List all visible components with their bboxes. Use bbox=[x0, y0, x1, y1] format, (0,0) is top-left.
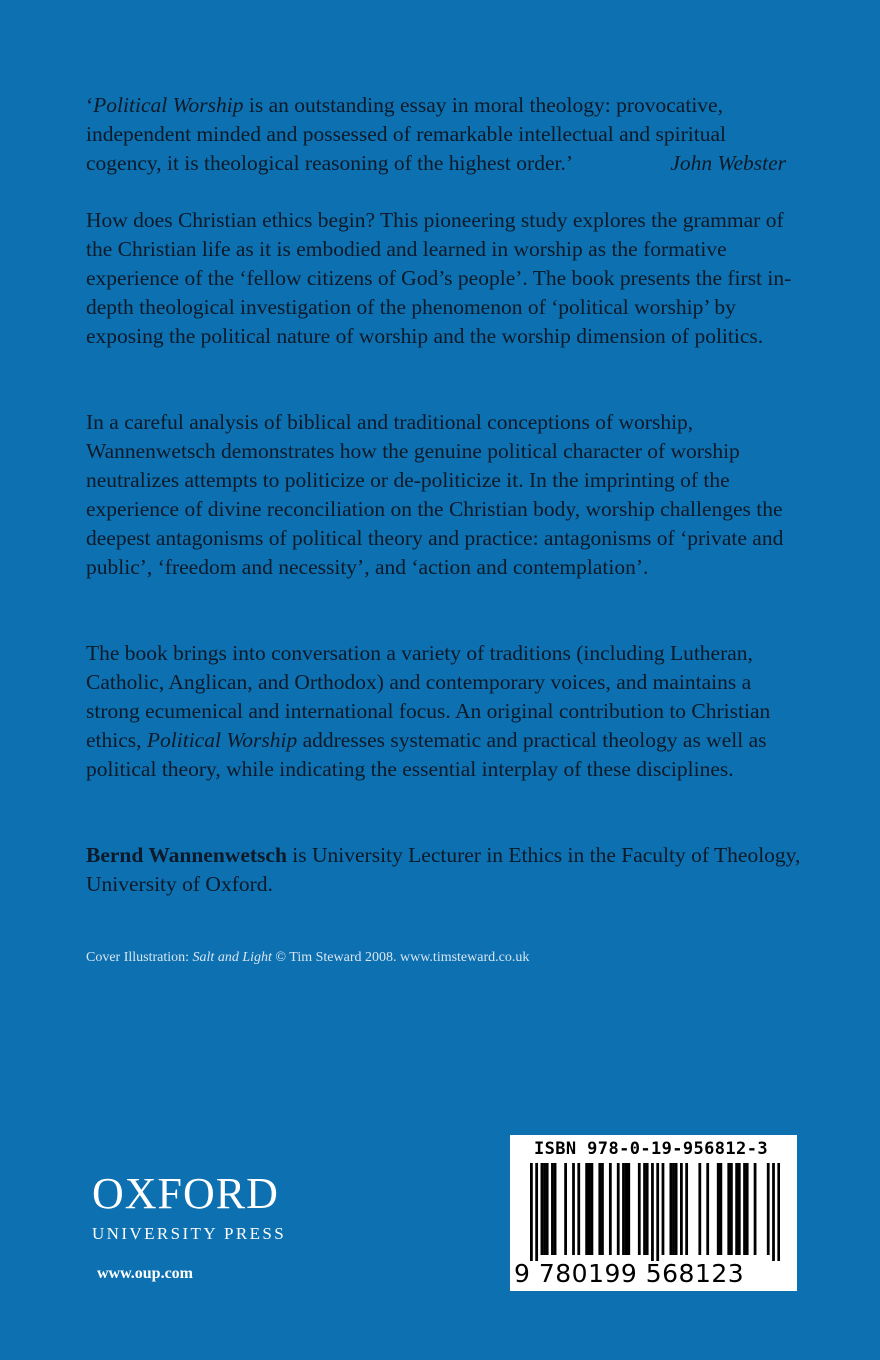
barcode-bar bbox=[727, 1163, 730, 1255]
quote-open-mark: ‘ bbox=[86, 93, 94, 117]
barcode-bar bbox=[609, 1163, 612, 1255]
barcode-bar bbox=[530, 1163, 533, 1261]
barcode-bar bbox=[564, 1163, 567, 1255]
barcode-bar bbox=[777, 1163, 780, 1261]
isbn-label: ISBN 978-0-19-956812-3 bbox=[534, 1139, 768, 1159]
credit-artwork-title: Salt and Light bbox=[192, 950, 272, 965]
barcode-bar bbox=[627, 1163, 630, 1255]
author-name: Bernd Wannenwetsch bbox=[86, 843, 287, 867]
barcode-bar bbox=[754, 1163, 757, 1255]
paragraph-text: How does Christian ethics begin? This pioneering study explores the grammar of the Christian life as it is embodied and learned in worship as the formative experience of the ‘fellow citizens of God’s people’. The book presents the first in-depth theological investigation of the phenomenon of ‘political worship’ by exposing the political nature of worship and the worship dimension of politics. bbox=[86, 208, 792, 348]
barcode-bar bbox=[551, 1163, 554, 1255]
barcode-bar bbox=[719, 1163, 722, 1255]
paragraph-book-title: Political Worship bbox=[146, 728, 298, 752]
barcode-bar bbox=[656, 1163, 659, 1261]
publisher-logo bbox=[92, 1169, 287, 1244]
barcode-bar bbox=[738, 1163, 741, 1255]
barcode-bar bbox=[643, 1163, 646, 1255]
barcode-bar bbox=[554, 1163, 557, 1255]
description-paragraph-1 bbox=[86, 206, 806, 351]
barcode-bar bbox=[680, 1163, 683, 1255]
barcode-bar bbox=[730, 1163, 733, 1255]
barcode-bar bbox=[743, 1163, 746, 1255]
quote-close-mark: ’ bbox=[565, 151, 574, 175]
paragraph-text: In a careful analysis of biblical and traditional conceptions of worship, Wannenwetsch demonstrates how the genuine political character of worship neutralizes attempts to politicize or de-politicize it. In the imprinting of the experience of divine reconciliation on the Christian body, worship challenges the deepest antagonisms of political theory and practice: antagonisms of ‘private and public’, ‘freedom and necessity’, and ‘action and contemplation’. bbox=[86, 410, 784, 579]
barcode-bar bbox=[585, 1163, 588, 1255]
barcode-bar bbox=[541, 1163, 544, 1255]
barcode-bar bbox=[706, 1163, 709, 1255]
description-paragraph-2 bbox=[86, 408, 806, 582]
credit-prefix: Cover Illustration: bbox=[86, 950, 193, 965]
publisher-subtitle: UNIVERSITY PRESS bbox=[92, 1224, 287, 1243]
barcode-bar bbox=[622, 1163, 625, 1255]
barcode-bar bbox=[535, 1163, 538, 1261]
barcode-bar bbox=[577, 1163, 580, 1255]
isbn-barcode bbox=[510, 1135, 797, 1291]
author-bio-text: is University Lecturer in Ethics in the Faculty of Theology, University of Oxford. bbox=[86, 843, 801, 896]
barcode-bar bbox=[685, 1163, 688, 1255]
publisher-url: www.oup.com bbox=[97, 1265, 194, 1282]
barcode-bar bbox=[543, 1163, 546, 1255]
barcode-bar bbox=[638, 1163, 641, 1255]
barcode-bar bbox=[672, 1163, 675, 1255]
paragraph-text-after: addresses systematic and practical theology as well as political theory, while indicating the essential interplay of these disciplines. bbox=[86, 728, 767, 781]
barcode-bar bbox=[662, 1163, 665, 1255]
description-paragraph-3 bbox=[86, 639, 806, 784]
barcode-bar bbox=[625, 1163, 628, 1255]
quote-book-title: Political Worship bbox=[93, 93, 244, 117]
barcode-bar bbox=[591, 1163, 594, 1255]
barcode-bar bbox=[588, 1163, 591, 1255]
barcode-bar bbox=[601, 1163, 604, 1255]
barcode-bar bbox=[772, 1163, 775, 1261]
barcode-bar bbox=[646, 1163, 649, 1255]
publisher-name: OXFORD bbox=[92, 1169, 279, 1218]
barcode-bar bbox=[572, 1163, 575, 1255]
barcode-bar bbox=[617, 1163, 620, 1255]
barcode-bar bbox=[746, 1163, 749, 1255]
barcode-bar bbox=[675, 1163, 678, 1255]
barcode-bar bbox=[698, 1163, 701, 1255]
barcode-digits: 9 780199 568123 bbox=[514, 1259, 745, 1288]
paragraph-text-before: The book brings into conversation a variety of traditions (including Lutheran, Catholic, Anglican, and Orthodox) and contemporary voices, and maintains a strong ecumenical and international focus. An original contribution to Christian ethics, bbox=[86, 641, 771, 752]
endorsement-quote bbox=[86, 91, 806, 178]
barcode-bar bbox=[767, 1163, 770, 1255]
credit-suffix: © Tim Steward 2008. www.timsteward.co.uk bbox=[271, 950, 530, 965]
barcode-bar bbox=[735, 1163, 738, 1255]
barcode-bars bbox=[530, 1163, 780, 1261]
barcode-bar bbox=[669, 1163, 672, 1255]
barcode-bar bbox=[651, 1163, 654, 1261]
author-bio bbox=[86, 841, 806, 899]
quote-text: is an outstanding essay in moral theology: provocative, independent minded and possessed of remarkable intellectual and spiritual cogency, it is theological reasoning of the highest order. bbox=[86, 93, 727, 175]
quote-attribution: John Webster bbox=[670, 151, 786, 175]
barcode-bar bbox=[598, 1163, 601, 1255]
barcode-bar bbox=[546, 1163, 549, 1255]
cover-credit bbox=[86, 950, 529, 966]
barcode-bar bbox=[717, 1163, 720, 1255]
